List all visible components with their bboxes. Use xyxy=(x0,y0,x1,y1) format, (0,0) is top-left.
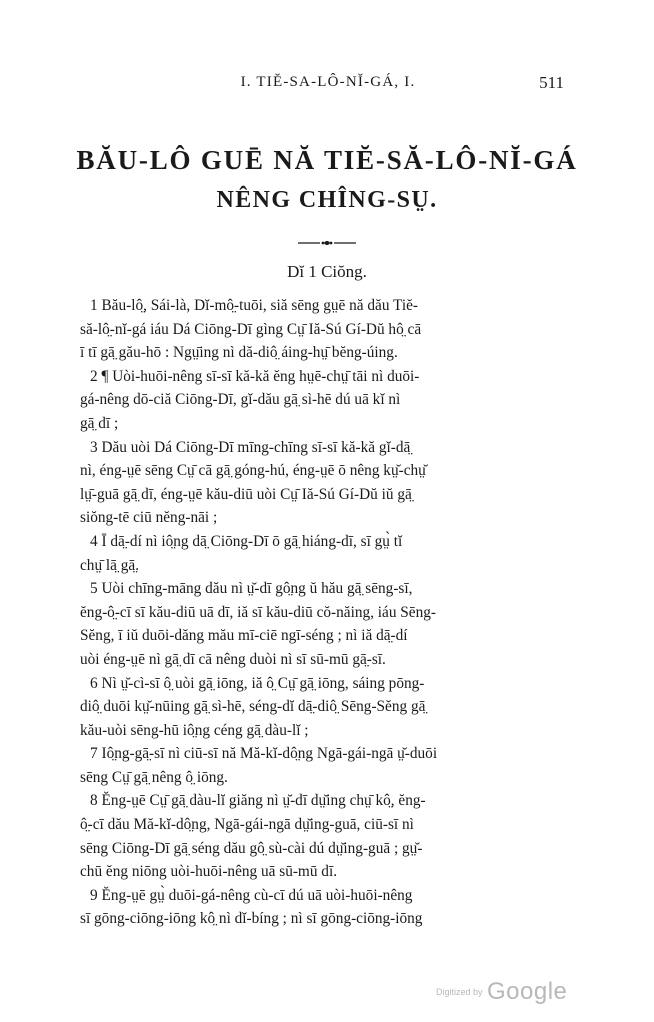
text-line: Sĕng, ī iŭ duōi-dăng mău mī-ciē ngī-séng ; nì iă dā̤-dí xyxy=(80,627,408,645)
text-line: lṳ̄-guā gā̤ dī, éng-ṳē kău-diū uòi Cṳ̄ Iă-Sú Gí-Dŭ iŭ gā̤ xyxy=(80,485,412,503)
running-title: I. TIĔ-SA-LÔ-NĬ-GÁ, I. xyxy=(240,74,416,90)
title-line-1: BĂU-LÔ GUĒ NĂ TIĔ-SĂ-LÔ-NĬ-GÁ xyxy=(76,145,578,175)
text-line: 3 Dău uòi Dá Ciōng-Dī mīng-chīng sī-sī kă-kă gĭ-dā̤ xyxy=(90,438,411,456)
title-line-2: NÊNG CHÎNG-SṲ. xyxy=(216,187,438,213)
text-line: ĕng-ô̤-cī sī kău-diū uā dī, iă sī kău-diū cŏ-năing, iáu Sēng- xyxy=(80,603,436,621)
text-line: diô̤ duōi kṳ̆-nūing gā̤ sì-hē, séng-dĭ dā̤-diô̤ Sēng-Sĕng gā̤ xyxy=(80,698,426,716)
text-line: ô̤-cī dău Mă-kĭ-dô̤ng, Ngā-gái-ngā dṳ̆ing-guā, ciū-sī nì xyxy=(80,816,414,834)
text-line: ī tī gā̤ gău-hō : Ngṳ̄ing nì dă-diô̤ áing-hṳ̄ bĕng-úing. xyxy=(80,344,398,362)
text-line: chṳ̄ lā̤ gā̤. xyxy=(80,556,140,574)
text-line: 6 Nì ṳ̆-cì-sī ô̤ uòi gā̤ iōng, iă ô̤ Cṳ̄ gā̤ iōng, sáing pōng- xyxy=(90,674,425,692)
running-head xyxy=(92,74,564,98)
text-line: gā̤ dī ; xyxy=(80,414,119,432)
text-line: 5 Uòi chīng-māng dău nì ṳ̆-dī gô̤ng ŭ hău gā̤ sēng-sī, xyxy=(90,580,413,598)
text-line: uòi éng-ṳē nì gā̤ dī cā nêng duòi nì sī sū-mū gā̤-sī. xyxy=(80,650,386,668)
text-line: să-lô̤-nĭ-gá iáu Dá Ciōng-Dī gìng Cṳ̄ Iă-Sú Gí-Dŭ hô̤ cā xyxy=(80,320,422,338)
text-line: 7 Iô̤ng-gā̤-sī nì ciū-sī nă Mă-kĭ-dô̤ng Ngā-gái-ngā ṳ̆-duōi xyxy=(90,745,438,763)
page-title xyxy=(60,140,594,220)
ornament-divider xyxy=(298,240,356,246)
google-logo: Google xyxy=(486,978,568,1005)
text-line: siŏng-tē ciū nĕng-nāi ; xyxy=(80,509,218,527)
page-number: 511 xyxy=(539,73,564,92)
text-line: 1 Bău-lô̤, Sái-là, Dĭ-mô̤-tuōi, siă sēng gṳē nă dău Tiĕ- xyxy=(90,297,418,314)
text-line: gá-nêng dō-ciă Ciōng-Dī, gĭ-dău gā̤ sì-hē dú uā kĭ nì xyxy=(80,391,401,409)
text-line: sēng Cṳ̄ gā̤ nêng ô̤ iōng. xyxy=(80,768,228,786)
body-text xyxy=(80,294,569,931)
text-line: sī gōng-ciōng-iōng kô̤ nì dĭ-bíng ; nì sī gōng-ciōng-iōng xyxy=(80,910,423,928)
text-line: 2 ¶ Uòi-huōi-nêng sī-sī kă-kă ĕng hṳē-chṳ̄ tāi nì duōi- xyxy=(90,367,420,385)
text-line: chū ĕng niōng uòi-huōi-nêng uā sū-mū dī. xyxy=(80,863,338,881)
text-line: 4 Ī dā̤-dí nì iô̤ng dā̤ Ciōng-Dī ō gā̤ hiáng-dī, sī gṳ̀ tĭ xyxy=(90,532,403,550)
text-line: kău-uòi sēng-hū iô̤ng céng gā̤ dàu-lĭ ; xyxy=(80,721,309,739)
text-line: sēng Ciōng-Dī gā̤ séng dău gô̤ sù-cài dú dṳ̆ing-guā ; gṳ̆- xyxy=(80,839,423,857)
text-line: 8 Ĕng-ṳē Cṳ̄ gā̤ dàu-lĭ giăng nì ṳ̆-dī dṳ̆ing chṳ̄ kô̤, ĕng- xyxy=(90,792,426,810)
chapter-heading: Dĭ 1 Ciŏng. xyxy=(287,262,367,281)
text-line: nì, éng-ṳē sēng Cṳ̄ cā gā̤ góng-hú, éng-ṳē ō nêng kṳ̆-chṳ̆ xyxy=(80,462,426,480)
watermark-small-text: Digitized by xyxy=(436,987,483,997)
digitized-by-google-watermark xyxy=(436,978,567,1006)
text-line: 9 Ĕng-ṳē gṳ̀ duōi-gá-nêng cù-cī dú uā uòi-huōi-nêng xyxy=(90,886,413,904)
